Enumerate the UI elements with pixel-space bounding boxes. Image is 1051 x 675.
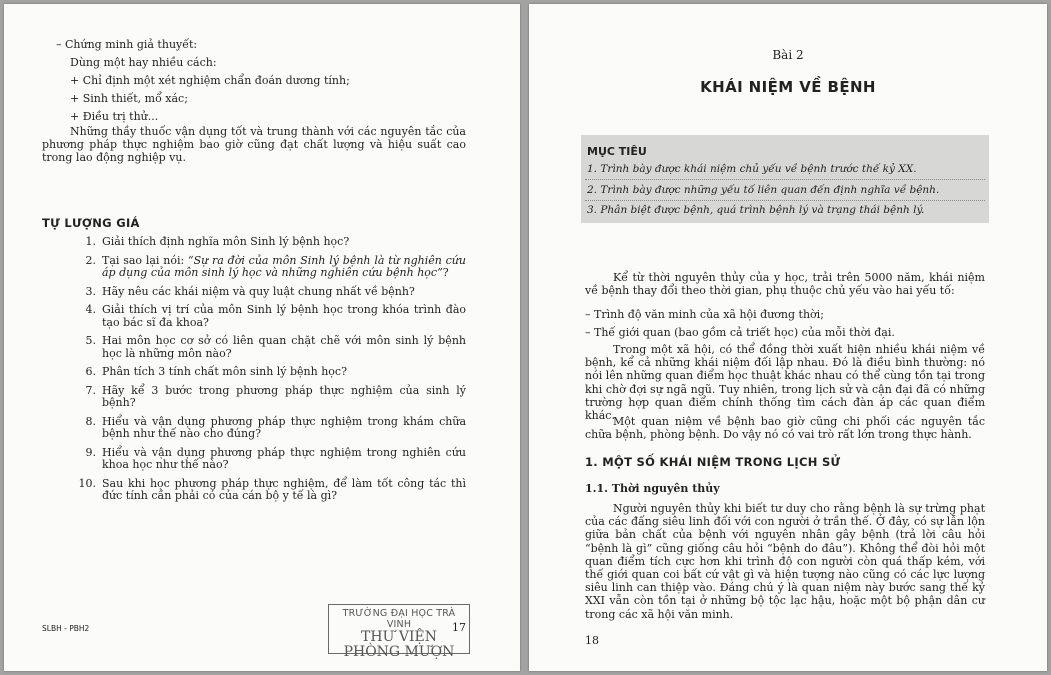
question-text: Hiểu và vận dụng phương pháp thực nghiệm trong nghiên cứu khoa học như thế nào? [102,445,466,471]
library-stamp [328,604,470,660]
question-text: Giải thích vị trí của môn Sinh lý bệnh học trong khóa trình đào tạo bác sĩ đa khoa? [102,303,466,329]
question-text [102,254,466,280]
question-item [70,255,466,280]
objectives-box [581,135,989,223]
objective-item-2: 2. Trình bày được những yếu tố liên quan đến định nghĩa về bệnh. [587,184,940,196]
intro-bullet-1: + Chỉ định một xét nghiệm chẩn đoán dương tính; [70,74,350,87]
question-number: 1. [85,235,96,248]
question-text: Hãy nêu các khái niệm và quy luật chung nhất về bệnh? [102,284,415,298]
left-page [4,4,520,671]
question-number: 8. [85,414,96,428]
question-text: Giải thích định nghĩa môn Sinh lý bệnh học? [102,235,350,248]
question-text: Hai môn học cơ sở có liên quan chặt chẽ với môn sinh lý bệnh học là những môn nào? [102,334,466,360]
question-item [70,416,466,441]
section-1-heading: 1. MỘT SỐ KHÁI NIỆM TRONG LỊCH SỬ [585,455,841,469]
paragraph-3: Một quan niệm về bệnh bao giờ cũng chi phối các nguyên tắc chữa bệnh, phòng bệnh. Do vậy nó có vai trò rất lớn trong thực hành. [585,415,985,442]
lesson-label: Bài 2 [772,48,804,62]
self-eval-heading: TỰ LƯỢNG GIÁ [42,216,140,230]
question-number: 4. [85,303,96,316]
objective-divider [585,179,985,180]
stamp-line-3: PHÒNG MƯỢN [343,644,455,660]
footer-code: SLBH - PBH2 [42,624,90,633]
question-number: 2. [85,253,96,267]
stamp-line-2: THƯ VIỆN [361,629,437,645]
right-page [529,4,1047,671]
intro-line-2: Dùng một hay nhiều cách: [70,56,217,69]
objectives-title: MỤC TIÊU [587,145,647,158]
intro-paragraph: Những thầy thuốc vận dụng tốt và trung thành với các nguyên tắc của phương pháp thực nghiệm bao giờ cũng đạt chất lượng và hiệu suất cao trong lao động nghiệp vụ. [42,125,466,164]
question-text: Hiểu và vận dụng phương pháp thực nghiệm trong khám chữa bệnh như thế nào cho đúng? [102,414,466,440]
question-item [70,385,466,410]
intro-bullet-2: + Sinh thiết, mổ xác; [70,92,188,105]
subsection-1-1-heading: 1.1. Thời nguyên thủy [585,482,720,495]
question-item [70,447,466,472]
page-number-left: 17 [452,621,466,634]
factor-1: – Trình độ văn minh của xã hội đương thời; [585,308,824,321]
question-number: 9. [85,445,96,459]
question-number: 10. [78,476,96,490]
factor-2: – Thế giới quan (bao gồm cả triết học) của mỗi thời đại. [585,326,895,339]
question-number: 6. [85,365,96,378]
question-text: Phân tích 3 tính chất môn sinh lý bệnh học? [102,365,347,378]
page-number-right: 18 [585,634,599,647]
question-item [70,304,466,329]
stamp-line-1: TRƯỜNG ĐẠI HỌC TRÀ VINH [342,608,456,630]
objective-item-1: 1. Trình bày được khái niệm chủ yếu về bệnh trước thế kỷ XX. [587,163,917,175]
objective-item-3: 3. Phân biệt được bệnh, quá trình bệnh lý và trạng thái bệnh lý. [587,204,925,216]
intro-line-1: – Chứng minh giả thuyết: [56,38,198,51]
question-number: 7. [85,383,96,397]
question-number: 5. [85,334,96,347]
question-list [70,236,466,509]
question-text: Hãy kể 3 bước trong phương pháp thực nghiệm của sinh lý bệnh? [102,383,466,409]
paragraph-4: Người nguyên thủy khi biết tư duy cho rằng bệnh là sự trừng phạt của các đấng siêu linh đối với con người ở trần thế. Ở đây, có sự lẫn lộn giữa bản chất của bệnh với nguyên nhân gây bệnh (trả lời câu hỏi “bệnh là gì” cũng giống câu hỏi “bệnh do đâu”). Không thể đòi hỏi một quan điểm tích cực hơn khi trình độ con người còn quá thấp kém, với thế giới quan coi bất cứ vật gì và hiện tượng nào cũng có các lực lượng siêu linh can thiệp vào. Đáng chú ý là quan niệm này bước sang thế kỷ XXI vẫn còn tồn tại ở những bộ tộc lạc hậu, hoặc một bộ phận dân cư trong các xã hội văn minh. [585,502,985,621]
lesson-title: KHÁI NIỆM VỀ BỆNH [700,78,876,96]
question-item [70,478,466,503]
question-item [70,236,466,249]
question-item [70,366,466,379]
question-quote: “Sự ra đời của môn Sinh lý bệnh là từ nghiên cứu áp dụng của môn sinh lý học và những nghiên cứu bệnh học” [102,253,466,279]
paragraph-2: Trong một xã hội, có thể đồng thời xuất hiện nhiều khái niệm về bệnh, kể cả những khái niệm đối lập nhau. Đó là điều bình thường: nó nói lên những quan điểm học thuật khác nhau có thể cùng tồn tại trong khi chờ đợi sự ngã ngũ. Tuy nhiên, trong lịch sử và cận đại đã có những trường hợp quan điểm chính thống tìm cách đàn áp các quan điểm khác. [585,343,985,423]
objective-divider [585,200,985,201]
question-number: 3. [85,284,96,298]
question-text-pre: Tại sao lại nói: [102,253,188,267]
question-text: Sau khi học phương pháp thực nghiệm, để làm tốt công tác thì đức tính cần phải có của cán bộ y tế là gì? [102,476,466,502]
question-item [70,286,466,299]
intro-bullet-3: + Điều trị thử... [70,110,159,123]
question-item [70,335,466,360]
question-text-post: ? [442,266,449,279]
intro-paragraph: Kể từ thời nguyên thủy của y học, trải trên 5000 năm, khái niệm về bệnh thay đổi theo thời gian, phụ thuộc chủ yếu vào hai yếu tố: [585,271,985,298]
